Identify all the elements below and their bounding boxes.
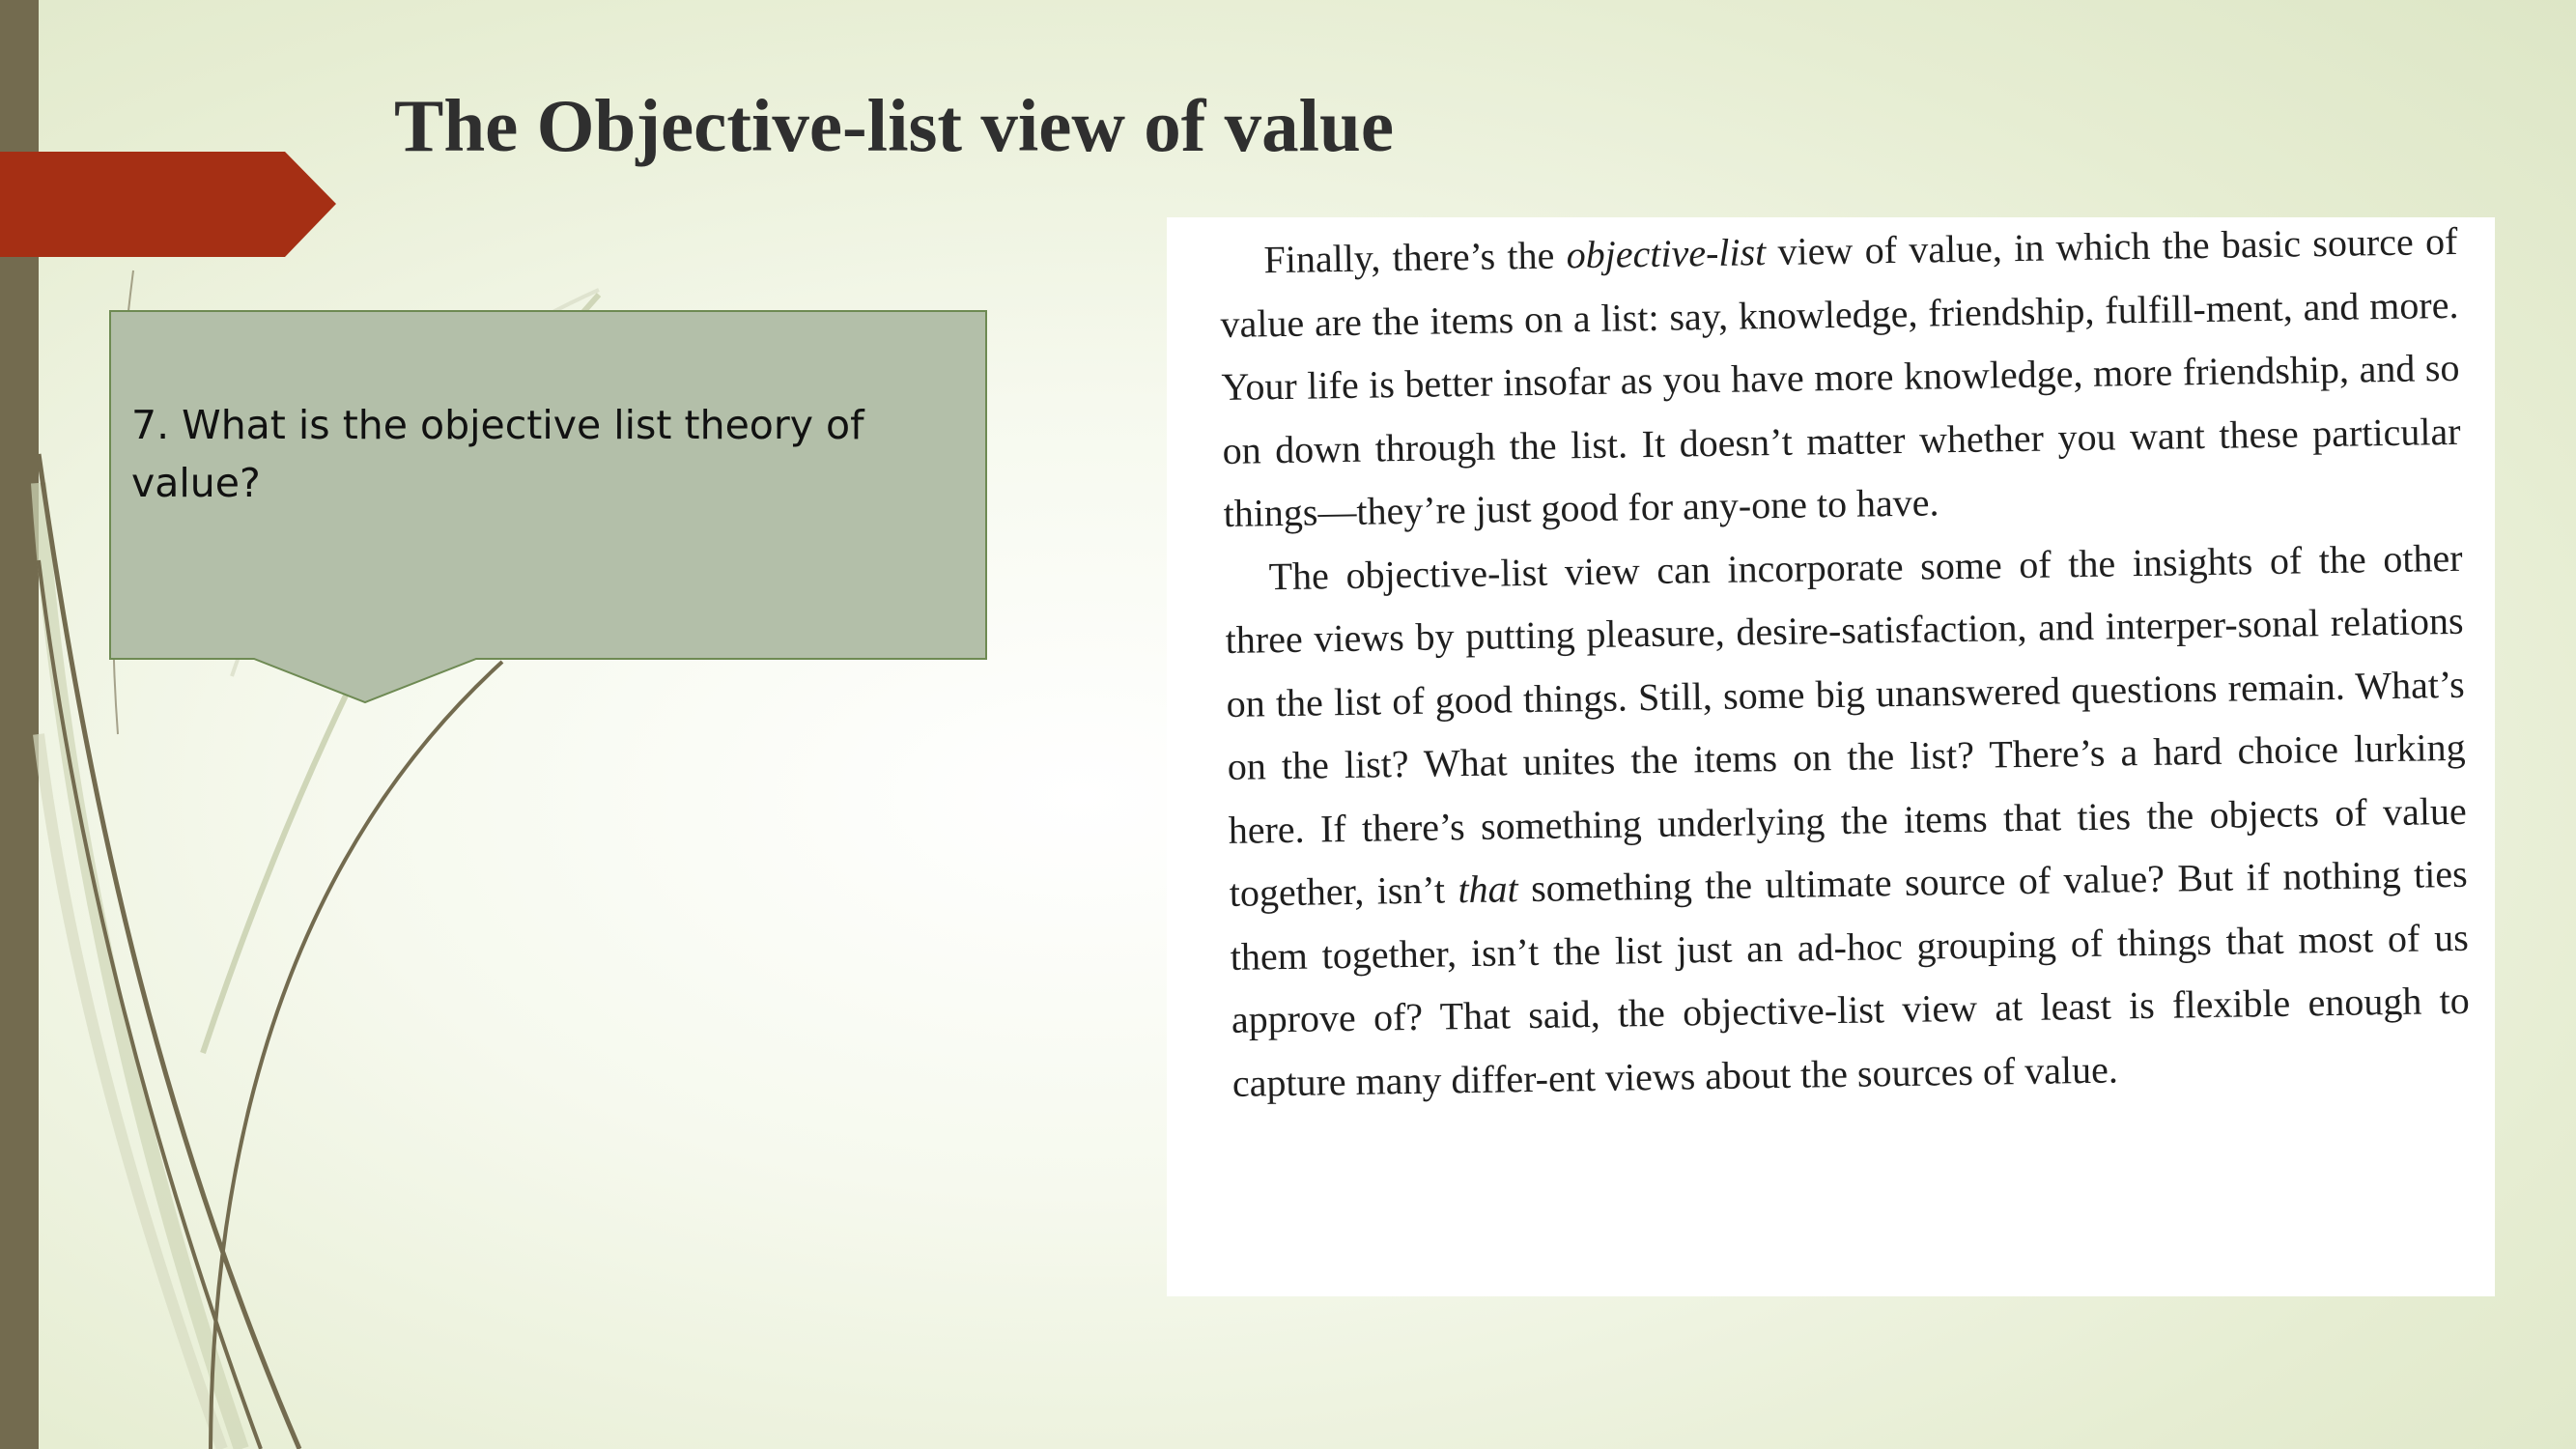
question-text: 7. What is the objective list theory of value? <box>131 402 864 506</box>
excerpt-italic-text: objective-list <box>1566 230 1767 277</box>
excerpt-text: Finally, there’s the <box>1263 233 1568 282</box>
book-excerpt-image <box>1167 217 2495 1296</box>
excerpt-text: something the ultimate source of value? But if nothing ties them together, isn’t the list just an ad-hoc grouping of things that most of us approve of? That said, the objective-list view at least is flexible enough to capture many differ-ent views about the sources of value. <box>1230 851 2471 1105</box>
excerpt-paragraph <box>1224 526 2471 1115</box>
excerpt-text: The objective-list view can incorporate some of the insights of the other three views by putting pleasure, desire-satisfaction, and interper-sonal relations on the list of good things. Still, some big unanswered questions remain. What’s on the list? What unites the items on the list? There’s a hard choice lurking here. If there’s something underlying the items that ties the objects of value together, isn’t <box>1225 535 2467 915</box>
decor-curve <box>211 662 502 1449</box>
excerpt-italic-text: that <box>1458 867 1519 912</box>
book-excerpt-text <box>1219 217 2471 1115</box>
red-arrow-banner <box>0 152 336 257</box>
slide-title: The Objective-list view of value <box>394 84 1395 167</box>
excerpt-text: view of value, in which the basic source of value are the items on a list: say, knowledge, friendship, fulfill-ment, and more. Your life is better insofar as you have more knowledge, more friendship, and so on down through the list. It doesn’t matter whether you want these particular things—they’re just good for any-one to have. <box>1220 218 2461 535</box>
excerpt-paragraph <box>1219 217 2462 545</box>
